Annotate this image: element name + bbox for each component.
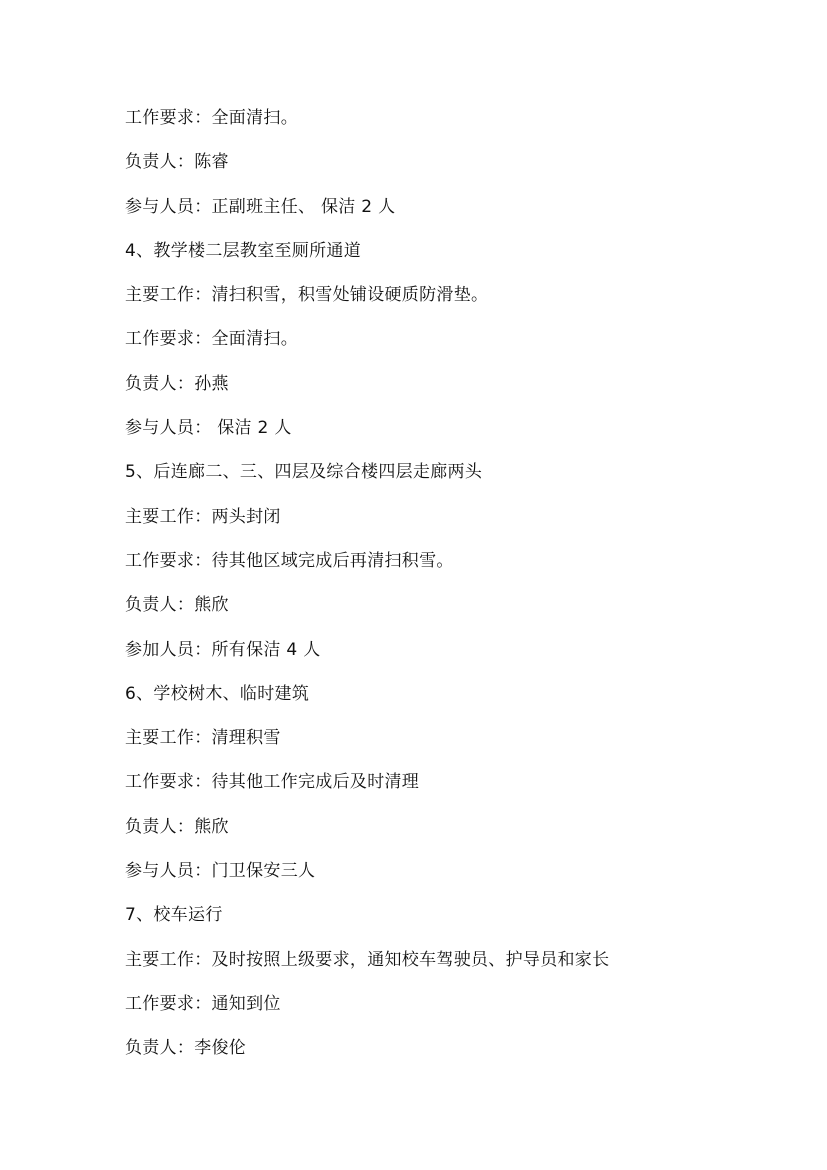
section-heading: 5、后连廊二、三、四层及综合楼四层走廊两头 xyxy=(125,462,483,483)
text-line: 主要工作：两头封闭 xyxy=(125,506,281,527)
text-line: 参加人员：所有保洁 4 人 xyxy=(125,639,321,660)
text-line: 主要工作：及时按照上级要求，通知校车驾驶员、护导员和家长 xyxy=(125,949,610,970)
text-line: 主要工作：清扫积雪，积雪处铺设硬质防滑垫。 xyxy=(125,285,489,306)
text-line: 工作要求：通知到位 xyxy=(125,993,281,1014)
text-line: 负责人：熊欣 xyxy=(125,595,229,616)
text-line: 工作要求：待其他区域完成后再清扫积雪。 xyxy=(125,550,454,571)
text-line: 参与人员： 保洁 2 人 xyxy=(125,418,292,439)
section-heading: 6、学校树木、临时建筑 xyxy=(125,683,310,704)
section-heading: 4、教学楼二层教室至厕所通道 xyxy=(125,240,362,261)
text-line: 主要工作：清理积雪 xyxy=(125,728,281,749)
text-line: 参与人员：正副班主任、 保洁 2 人 xyxy=(125,196,396,217)
text-line: 工作要求：全面清扫。 xyxy=(125,108,298,128)
text-line: 工作要求：全面清扫。 xyxy=(125,329,298,350)
text-line: 负责人：孙燕 xyxy=(125,373,229,394)
text-line: 负责人：陈睿 xyxy=(125,152,229,173)
document-body xyxy=(125,104,745,1079)
text-line: 工作要求：待其他工作完成后及时清理 xyxy=(125,772,420,793)
text-line: 参与人员：门卫保安三人 xyxy=(125,861,316,882)
text-line: 负责人：李俊伦 xyxy=(125,1038,247,1059)
section-heading: 7、校车运行 xyxy=(125,905,223,926)
text-line: 负责人：熊欣 xyxy=(125,816,229,837)
